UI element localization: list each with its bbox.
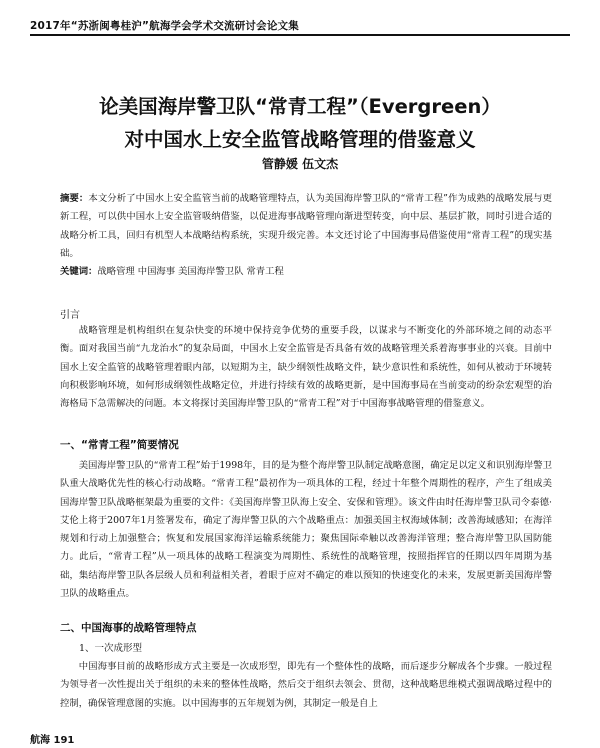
keywords-label: 关键词： — [60, 266, 98, 277]
section-2-heading: 二、中国海事的战略管理特点 — [60, 622, 197, 634]
subsection-2-1-paragraph: 中国海事目前的战略形成方式主要是一次成形型，即先有一个整体性的战略，而后逐步分解成各个步骤。一般过程为领导者一次性提出关于组织的未来的整体性战略，然后交于组织去领会、贯彻，这种战略思维模式强调战略过程中的控制，确保管理意图的实施。以中国海事的五年规划为例，其制定一般是自上 — [60, 661, 552, 709]
intro-heading: 引言 — [60, 310, 80, 321]
subsection-2-1-heading: 1、一次成形型 — [79, 643, 143, 654]
paper-title-line-1: 论美国海岸警卫队“常青工程”（Evergreen） — [99, 95, 501, 118]
abstract — [60, 190, 552, 263]
keywords — [60, 263, 552, 281]
section-1-heading: 一、“常青工程”简要情况 — [60, 439, 179, 451]
intro-paragraph: 战略管理是机构组织在复杂快变的环境中保持竞争优势的重要手段，以谋求与不断变化的外部环境之间的动态平衡。面对我国当前“九龙治水”的复杂局面，中国水上安全监管是否具备有效的战略管理关系着海事事业的兴衰。目前中国水上安全监管的战略管理着眼内部，以短期为主，缺少纲领性战略文件，缺少意识性和系统性，如何从被动于环境转向积极影响环境，如何形成纲领性战略定位，并进行持续有效的战略更新，是中国海事局在当前变动的纷杂宏观型的治海格局下急需解决的问题。本文将探讨美国海岸警卫队的“常青工程”对于中国海事战略管理的借鉴意义。 — [60, 325, 552, 410]
page-footer: 航海 191 — [30, 735, 75, 746]
abstract-label: 摘要： — [60, 193, 89, 204]
authors: 管静媛 伍文杰 — [261, 157, 339, 171]
section-1-paragraph: 美国海岸警卫队的“常青工程”始于1998年，目的是为整个海岸警卫队制定战略意图，确定足以定义和识别海岸警卫队重大战略优先性的核心行动战略。“常青工程”最初作为一项具体的工程，经过十年整个周期性的程序，产生了组成美国海岸警卫队战略框架最为重要的文件：《美国海岸警卫队海上安全、安保和管理》。该文件由时任海岸警卫队司令泰德·艾伦上将于2007年1月签署发布，确定了海岸警卫队的六个战略重点：加强美国主权海域体制；改善海域感知；在海洋规划和行动上加强整合；恢复和发展国家海洋运输系统能力；聚焦国际牵触以改善海洋管理；整合海岸警卫队国防能力。此后，“常青工程”从一项具体的战略工程演变为周期性、系统性的战略管理，按照指挥官的任期以四年周期为基础，集结海岸警卫队各层级人员和利益相关者，着眼于应对不确定的难以预知的快速变化的未来，发展更新美国海岸警卫队的战略重点。 — [60, 460, 552, 600]
abstract-text: 本文分析了中国水上安全监管当前的战略管理特点，认为美国海岸警卫队的“常青工程”作为成熟的战略发展与更新工程，可以供中国水上安全监管吸纳借鉴，以促进海事战略管理向渐进型转变，向中层、基层扩散，同时引进合适的战略分析工具，回归有机型人本战略结构系统，实现升级完善。本文还讨论了中国海事局借鉴使用“常青工程”的现实基础。 — [60, 193, 552, 259]
header-rule — [30, 34, 570, 36]
paper-title-line-2: 对中国水上安全监管战略管理的借鉴意义 — [124, 128, 476, 151]
running-header: 2017年“苏浙闽粤桂沪”航海学会学术交流研讨会论文集 — [30, 20, 299, 32]
keywords-text: 战略管理 中国海事 美国海岸警卫队 常青工程 — [97, 266, 284, 277]
